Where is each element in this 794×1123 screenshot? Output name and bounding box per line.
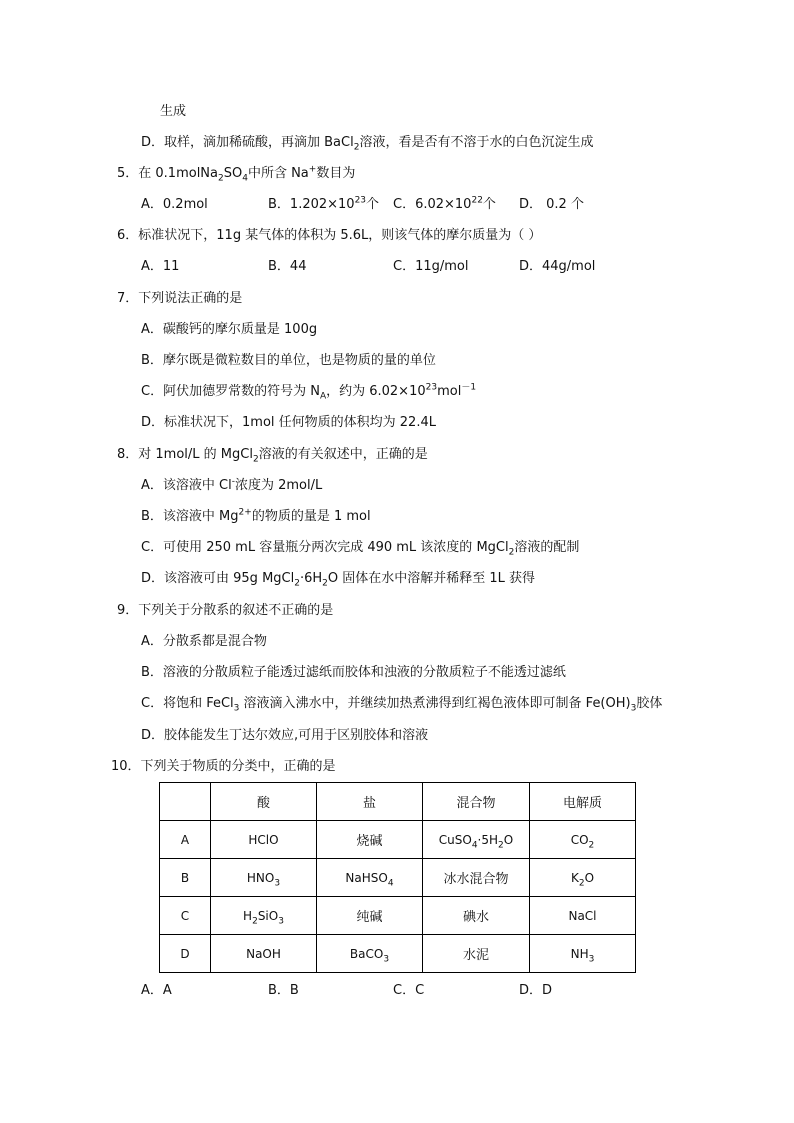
q6-option-b: B．44 [268,259,307,274]
table-cell: $H_2SiO_3$ [211,897,317,935]
question-7: 7．下列说法正确的是 [117,291,243,306]
table-cell: 冰水混合物 [423,859,530,897]
table-header-cell [160,783,211,821]
q10-option-b: B．B [268,983,299,998]
table-cell: 纯碱 [317,897,423,935]
table-header-cell: 混合物 [423,783,530,821]
table-cell: $CO_2$ [530,821,636,859]
table-cell: A [160,821,211,859]
table-cell: $K_2O$ [530,859,636,897]
q6-option-a: A．11 [141,259,180,274]
table-row [160,821,636,859]
table-cell: 烧碱 [317,821,423,859]
table-cell: NaOH [211,935,317,973]
table-cell: HClO [211,821,317,859]
table-row [160,897,636,935]
table-cell: 碘水 [423,897,530,935]
q9-option-a: A．分散系都是混合物 [141,634,267,649]
table-cell: C [160,897,211,935]
table-row [160,935,636,973]
q4-option-d: D．取样，滴加稀硫酸，再滴加 BaCl$_2$溶液，看是否有不溶于水的白色沉淀生成 [141,135,594,153]
question-8: 8．对 1mol/L 的 MgCl$_2$溶液的有关叙述中，正确的是 [117,447,428,465]
q5-option-a: A．0.2mol [141,197,208,212]
q7-option-a: A．碳酸钙的摩尔质量是 100g [141,322,318,337]
table-cell: 水泥 [423,935,530,973]
table-header-cell: 电解质 [530,783,636,821]
q5-option-d: D． 0.2 个 [519,197,584,212]
q5-option-b: B．$1.202\times 10^{23}$个 [268,195,380,212]
table-header-cell: 盐 [317,783,423,821]
table-cell: D [160,935,211,973]
table-cell: NaCl [530,897,636,935]
q7-option-d: D．标准状况下，1mol 任何物质的体积均为 22.4L [141,415,436,430]
q10-option-c: C．C [393,983,425,998]
q8-option-a: A．该溶液中 Cl-浓度为 2mol/L [141,476,323,493]
q5-option-c: C．$6.02\times 10^{22}$个 [393,195,496,212]
table-row [160,859,636,897]
q7-option-c: C．阿伏加德罗常数的符号为 $N_A$，约为 $6.02\times 10^{23}mol^{-1}$ [141,382,477,402]
table-header-row [160,783,636,821]
q8-option-d: D．该溶液可由 95g $MgCl_2\cdot 6H_2O$ 固体在水中溶解并稀释至 1L 获得 [141,571,536,589]
q7-option-b: B．摩尔既是微粒数目的单位，也是物质的量的单位 [141,353,436,368]
q9-option-c: C．将饱和 FeCl$_3$ 溶液滴入沸水中，并继续加热煮沸得到红褐色液体即可制备 $Fe(OH)_3$胶体 [141,696,663,714]
table-cell: B [160,859,211,897]
question-9: 9．下列关于分散系的叙述不正确的是 [117,603,334,618]
table-cell: $HNO_3$ [211,859,317,897]
question-5: 5．在 $0.1molNa_2SO_4$中所含 Na+数目为 [117,164,356,184]
question-6: 6．标准状况下，11g 某气体的体积为 5.6L，则该气体的摩尔质量为（ ） [117,228,542,243]
classification-table [159,782,636,973]
q8-option-c: C．可使用 250 mL 容量瓶分两次完成 490 mL 该浓度的 MgCl$_2$溶液的配制 [141,540,580,558]
q9-option-d: D．胶体能发生丁达尔效应,可用于区别胶体和溶液 [141,728,429,743]
table-header-cell: 酸 [211,783,317,821]
table-cell: $NH_3$ [530,935,636,973]
q10-option-d: D．D [519,983,553,998]
q8-option-b: B．该溶液中 $Mg^{2+}$的物质的量是 1 mol [141,507,371,524]
q10-option-a: A．A [141,983,172,998]
table-cell: NaHSO$_4$ [317,859,423,897]
q6-option-c: C．11g/mol [393,259,469,274]
table-cell: $CuSO_4\cdot 5H_2O$ [423,821,530,859]
q6-option-d: D．44g/mol [519,259,596,274]
question-10: 10．下列关于物质的分类中，正确的是 [111,759,336,774]
continued-text: 生成 [160,104,187,119]
table-cell: BaCO$_3$ [317,935,423,973]
q9-option-b: B．溶液的分散质粒子能透过滤纸而胶体和浊液的分散质粒子不能透过滤纸 [141,665,566,680]
